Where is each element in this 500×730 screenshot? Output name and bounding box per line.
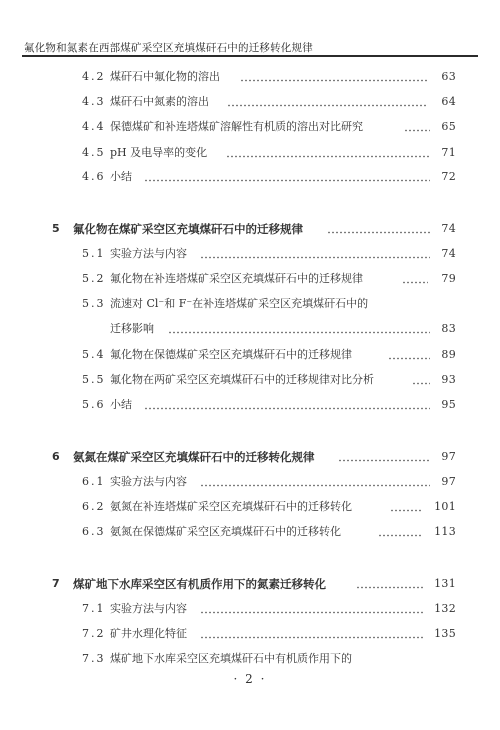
toc-leader — [168, 327, 430, 337]
toc-page: 131 — [434, 577, 456, 590]
toc-page: 89 — [441, 348, 456, 361]
toc-leader — [240, 75, 428, 85]
toc-leader — [200, 632, 424, 642]
toc-title: 小结 — [110, 398, 132, 411]
toc-title: 流速对 Cl⁻和 F⁻在补连塔煤矿采空区充填煤矸石中的 — [110, 297, 369, 310]
toc-number: 5.4 — [82, 348, 106, 361]
toc-leader — [404, 125, 430, 135]
running-header: 氟化物和氮素在西部煤矿采空区充填煤矸石中的迁移转化规律 — [24, 42, 313, 54]
toc-page: 97 — [441, 450, 456, 463]
toc-title: 氟化物在两矿采空区充填煤矸石中的迁移规律对比分析 — [110, 373, 374, 386]
toc-title: 实验方法与内容 — [110, 247, 187, 260]
toc-title: 氨氮在煤矿采空区充填煤矸石中的迁移转化规律 — [73, 450, 315, 464]
toc-page: 135 — [434, 627, 456, 640]
toc-chapter-7[interactable] — [0, 575, 500, 593]
toc-number: 4.4 — [82, 120, 106, 133]
toc-entry-7-2[interactable] — [0, 625, 500, 643]
toc-page: 83 — [441, 322, 456, 335]
toc-title: 氟化物在煤矿采空区充填煤矸石中的迁移规律 — [73, 222, 303, 236]
toc-title: pH 及电导率的变化 — [110, 146, 208, 159]
toc-page: 74 — [441, 247, 456, 260]
toc-entry-5-2[interactable] — [0, 270, 500, 288]
toc-number: 6.3 — [82, 525, 106, 538]
toc-number: 4.5 — [82, 146, 106, 159]
toc-entry-4-3[interactable] — [0, 93, 500, 111]
toc-number: 6 — [52, 450, 60, 463]
toc-entry-4-5[interactable] — [0, 144, 500, 162]
toc-entry-5-1[interactable] — [0, 245, 500, 263]
toc-number: 7.2 — [82, 627, 106, 640]
toc-page: 93 — [441, 373, 456, 386]
toc-title: 氨氮在保德煤矿采空区充填煤矸石中的迁移转化 — [110, 525, 341, 538]
toc-title: 煤矿地下水库采空区有机质作用下的氮素迁移转化 — [73, 577, 326, 591]
toc-title: 煤矸石中氟化物的溶出 — [110, 70, 220, 83]
toc-page: 72 — [441, 170, 456, 183]
toc-title: 小结 — [110, 170, 132, 183]
toc-leader — [388, 353, 430, 363]
toc-number: 4.2 — [82, 70, 106, 83]
toc-number: 7.3 — [82, 652, 106, 665]
toc-leader — [144, 175, 430, 185]
toc-page: 113 — [434, 525, 456, 538]
toc-page: 74 — [441, 222, 456, 235]
toc-title: 氟化物在保德煤矿采空区充填煤矸石中的迁移规律 — [110, 348, 352, 361]
toc-entry-6-3[interactable] — [0, 523, 500, 541]
toc-number: 7 — [52, 577, 60, 590]
toc-title: 矿井水理化特征 — [110, 627, 187, 640]
toc-leader — [144, 403, 430, 413]
toc-page: 65 — [441, 120, 456, 133]
toc-title-continued: 迁移影响 — [110, 322, 154, 335]
toc-leader — [356, 582, 424, 592]
toc-entry-6-1[interactable] — [0, 473, 500, 491]
toc-entry-5-5[interactable] — [0, 371, 500, 389]
toc-number: 5.5 — [82, 373, 106, 386]
toc-page: 63 — [441, 70, 456, 83]
toc-title: 氟化物在补连塔煤矿采空区充填煤矸石中的迁移规律 — [110, 272, 363, 285]
toc-entry-5-3-continued[interactable] — [0, 320, 500, 338]
toc-leader — [227, 100, 428, 110]
toc-number: 7.1 — [82, 602, 106, 615]
toc-leader — [200, 607, 424, 617]
toc-chapter-6[interactable] — [0, 448, 500, 466]
toc-entry-6-2[interactable] — [0, 498, 500, 516]
toc-title: 氨氮在补连塔煤矿采空区充填煤矸石中的迁移转化 — [110, 500, 352, 513]
toc-leader — [200, 252, 430, 262]
toc-number: 5 — [52, 222, 60, 235]
toc-entry-4-6[interactable] — [0, 168, 500, 186]
toc-leader — [412, 378, 430, 388]
toc-number: 6.2 — [82, 500, 106, 513]
toc-page: 64 — [441, 95, 456, 108]
toc-title: 煤矸石中氮素的溶出 — [110, 95, 209, 108]
toc-title: 煤矿地下水库采空区充填煤矸石中有机质作用下的 — [110, 652, 352, 665]
header-rule — [22, 55, 478, 57]
toc-leader — [402, 277, 428, 287]
toc-entry-5-3[interactable] — [0, 295, 500, 313]
toc-leader — [378, 530, 422, 540]
page-number: · 2 · — [233, 672, 267, 686]
toc-number: 5.6 — [82, 398, 106, 411]
toc-number: 5.3 — [82, 297, 106, 310]
toc-entry-5-4[interactable] — [0, 346, 500, 364]
toc-entry-4-2[interactable] — [0, 68, 500, 86]
toc-leader — [338, 455, 430, 465]
toc-entry-4-4[interactable] — [0, 118, 500, 136]
toc-page: 71 — [441, 146, 456, 159]
toc-entry-7-1[interactable] — [0, 600, 500, 618]
toc-leader — [226, 151, 430, 161]
toc-page: 97 — [441, 475, 456, 488]
toc-number: 4.3 — [82, 95, 106, 108]
toc-number: 5.1 — [82, 247, 106, 260]
toc-page: 101 — [434, 500, 456, 513]
toc-leader — [390, 505, 422, 515]
toc-number: 6.1 — [82, 475, 106, 488]
toc-chapter-5[interactable] — [0, 220, 500, 238]
toc-entry-7-3[interactable] — [0, 650, 500, 668]
toc-number: 5.2 — [82, 272, 106, 285]
toc-leader — [200, 480, 430, 490]
toc-leader — [327, 227, 430, 237]
toc-number: 4.6 — [82, 170, 106, 183]
toc-entry-5-6[interactable] — [0, 396, 500, 414]
toc-page: 79 — [441, 272, 456, 285]
toc-title: 保德煤矿和补连塔煤矿溶解性有机质的溶出对比研究 — [110, 120, 363, 133]
toc-page: 95 — [441, 398, 456, 411]
toc-page: 132 — [434, 602, 456, 615]
toc-title: 实验方法与内容 — [110, 475, 187, 488]
toc-title: 实验方法与内容 — [110, 602, 187, 615]
